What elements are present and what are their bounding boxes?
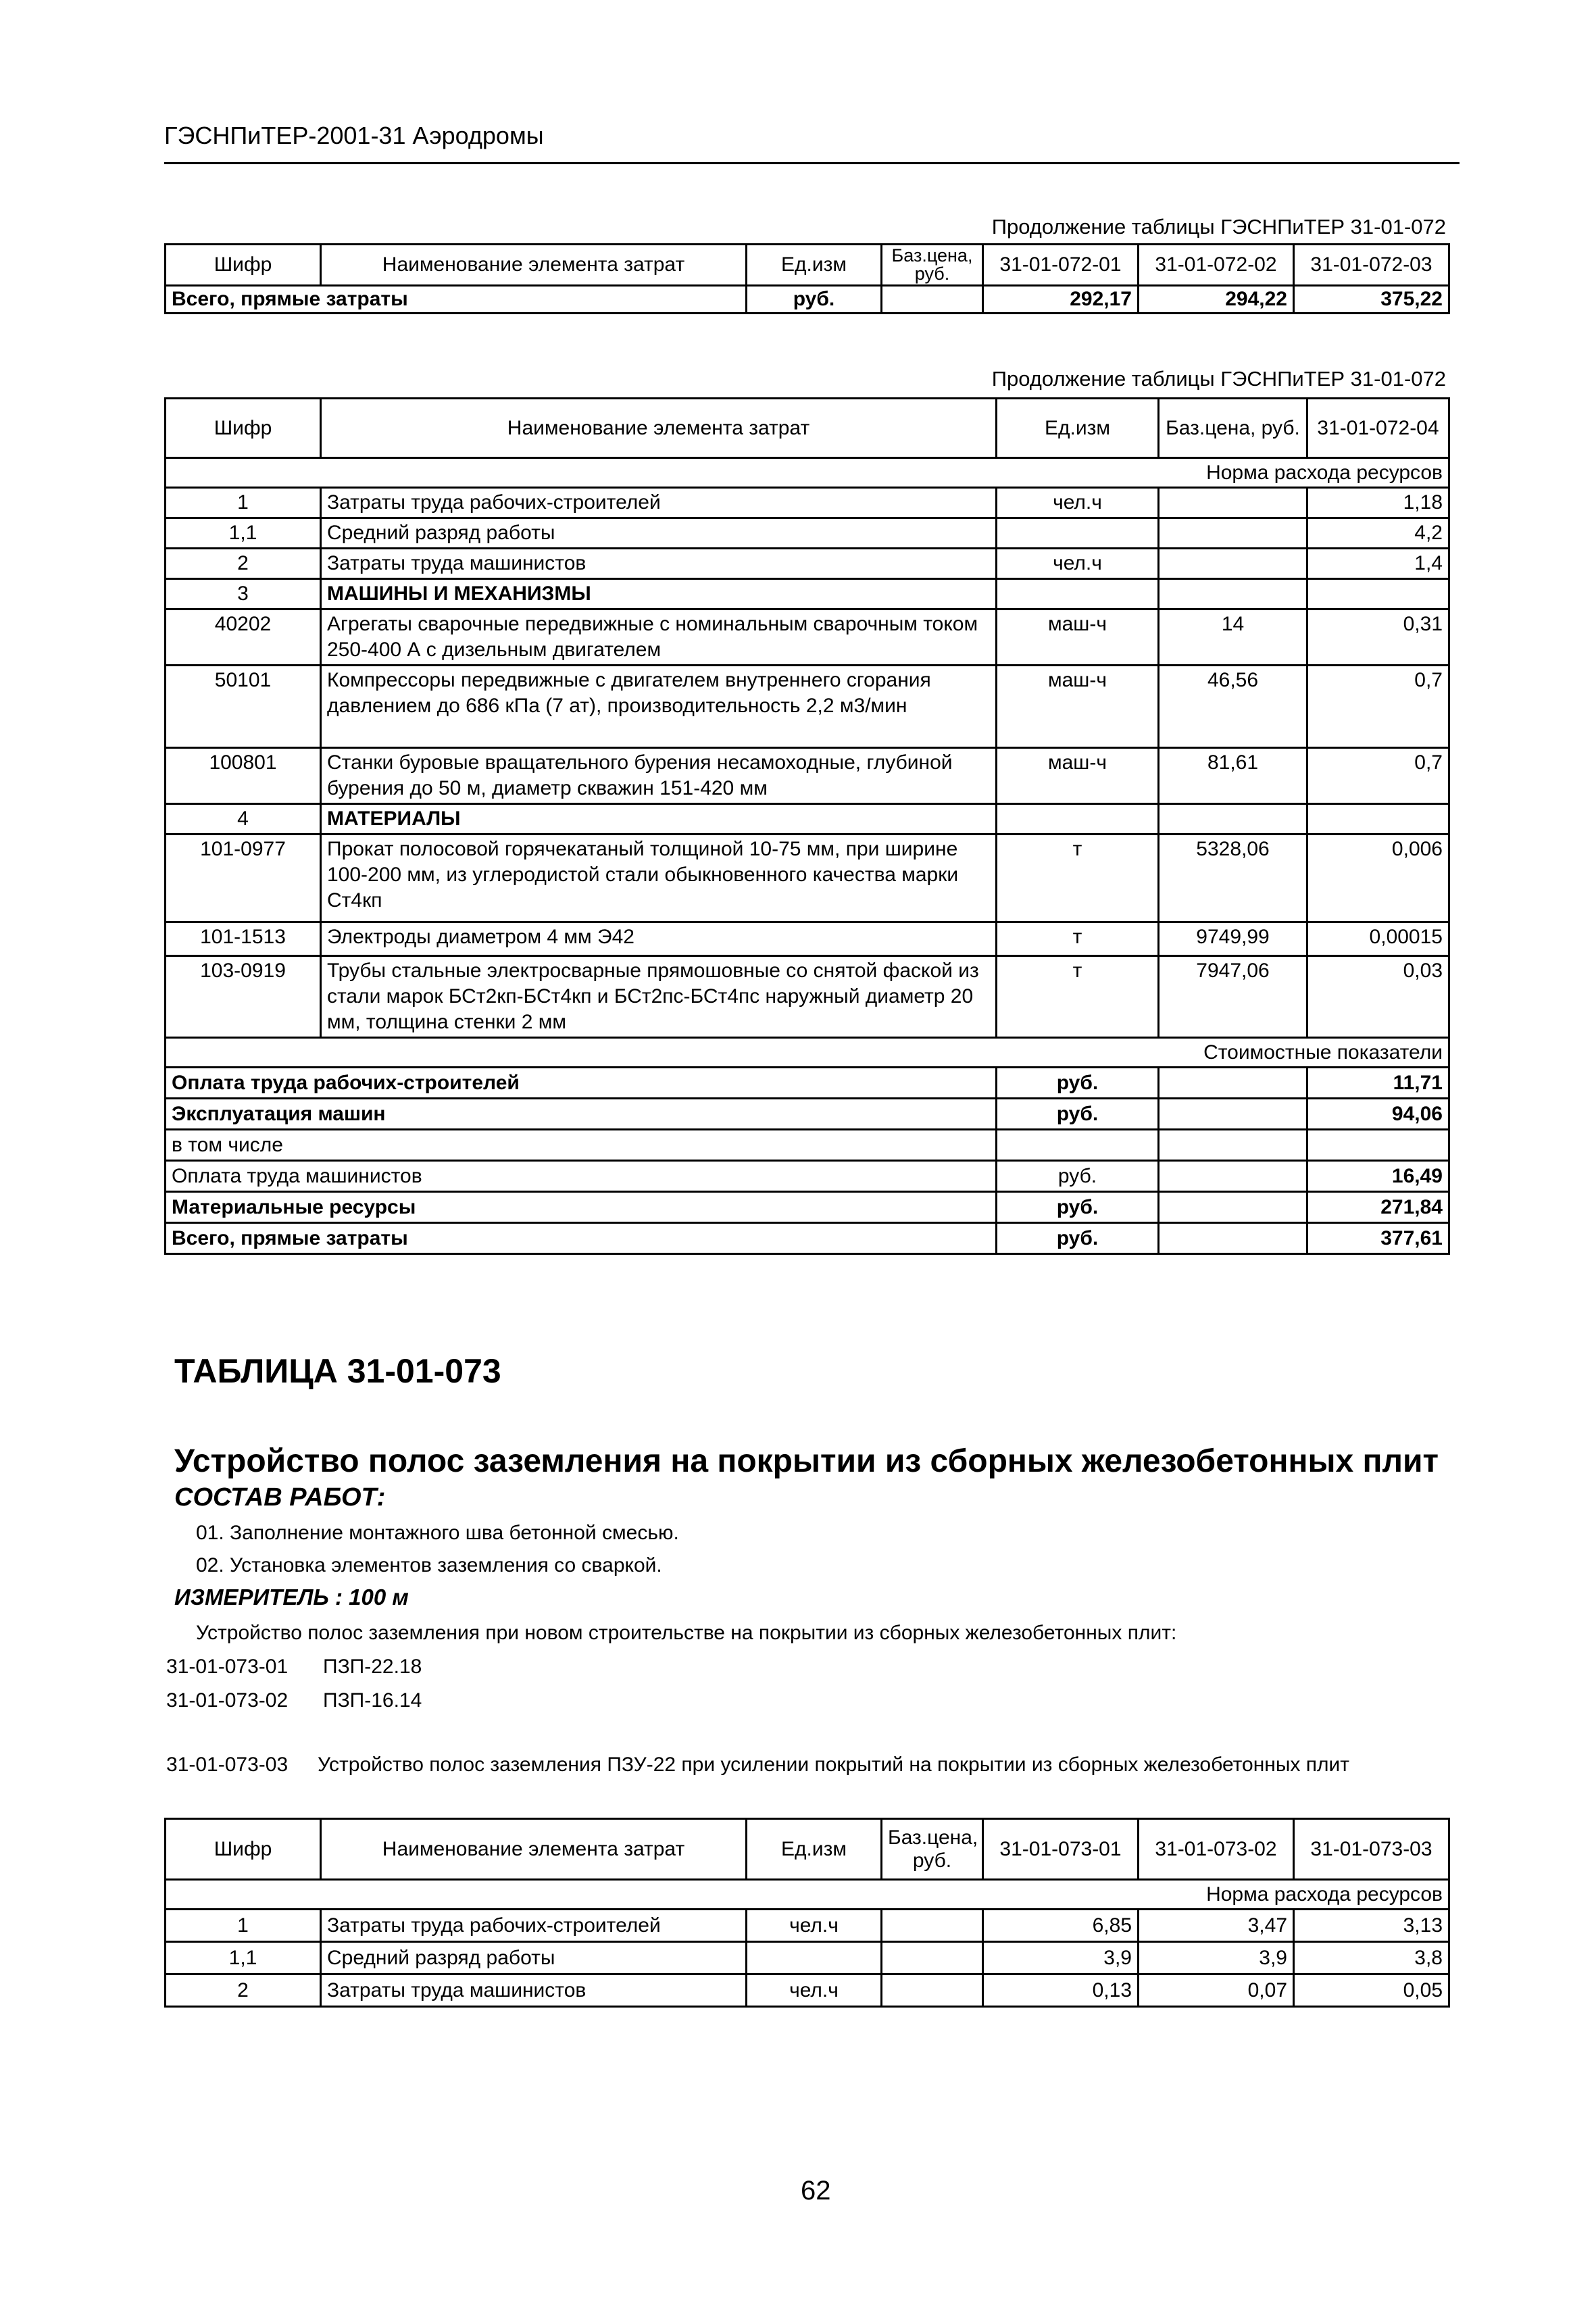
t2-row — [166, 579, 1449, 609]
t3-row-v2: 3,47 — [1139, 1910, 1294, 1942]
t3-row-v2: 0,07 — [1139, 1974, 1294, 2007]
t2-row-value: 0,7 — [1307, 666, 1449, 748]
t2-cost-label: Материальные ресурсы — [166, 1192, 997, 1223]
t3-row-name: Затраты труда машинистов — [321, 1974, 747, 2007]
t2-row-code: 40202 — [166, 609, 321, 666]
t3-head-name: Наименование элемента затрат — [321, 1819, 747, 1880]
t3-head-col2: 31-01-073-02 — [1139, 1819, 1294, 1880]
t3-row-code: 1,1 — [166, 1942, 321, 1974]
t2-cost-label: Эксплуатация машин — [166, 1099, 997, 1130]
code-1-name: ПЗП-22.18 — [323, 1656, 422, 1678]
t2-cost-price — [1159, 1130, 1307, 1161]
t2-row — [166, 549, 1449, 579]
t2-row-code: 101-1513 — [166, 922, 321, 956]
t2-row-price — [1159, 518, 1307, 549]
t2-row-code: 50101 — [166, 666, 321, 748]
t2-cost-price — [1159, 1192, 1307, 1223]
table2 — [164, 397, 1450, 1255]
table3 — [164, 1818, 1450, 2008]
t2-cost-label: Оплата труда машинистов — [166, 1161, 997, 1192]
t2-cost-label: Оплата труда рабочих-строителей — [166, 1068, 997, 1099]
t2-cost-unit: руб. — [997, 1192, 1159, 1223]
t1-total-3: 375,22 — [1294, 286, 1449, 314]
t3-row-v1: 0,13 — [983, 1974, 1139, 2007]
code-2-name: ПЗП-16.14 — [323, 1689, 422, 1712]
t2-row-price: 14 — [1159, 609, 1307, 666]
t2-row-unit: т — [997, 956, 1159, 1038]
t2-cost-unit: руб. — [997, 1223, 1159, 1254]
t2-row-unit: маш-ч — [997, 609, 1159, 666]
t3-row-v1: 3,9 — [983, 1942, 1139, 1974]
t2-cost-value: 271,84 — [1307, 1192, 1449, 1223]
t2-cost-label: в том числе — [166, 1130, 997, 1161]
t2-row-name: МАТЕРИАЛЫ — [321, 804, 997, 835]
t2-row — [166, 922, 1449, 956]
t2-row-unit: маш-ч — [997, 748, 1159, 804]
t3-row-unit: чел.ч — [747, 1910, 882, 1942]
t2-row-code: 4 — [166, 804, 321, 835]
table1-continuation: Продолжение таблицы ГЭСНПиТЕР 31-01-072 — [991, 215, 1446, 239]
t3-row-v3: 0,05 — [1294, 1974, 1449, 2007]
t2-row-code: 1 — [166, 488, 321, 518]
t3-row-code: 1 — [166, 1910, 321, 1942]
t2-cost-price — [1159, 1099, 1307, 1130]
t3-row-price — [882, 1910, 983, 1942]
t2-row — [166, 488, 1449, 518]
t2-row-name: Трубы стальные электросварные прямошовные со снятой фаской из стали марок БСт2кп-БСт4кп и БСт2пс-БСт4пс наружный диаметр 20 мм, толщина стенки 2 мм — [321, 956, 997, 1038]
t2-cost-row — [166, 1130, 1449, 1161]
t2-cost-value — [1307, 1130, 1449, 1161]
t2-norm-header: Норма расхода ресурсов — [166, 458, 1449, 488]
t3-row-price — [882, 1974, 983, 2007]
t2-cost-row — [166, 1223, 1449, 1254]
t2-row-name: Электроды диаметром 4 мм Э42 — [321, 922, 997, 956]
table2-continuation: Продолжение таблицы ГЭСНПиТЕР 31-01-072 — [991, 367, 1446, 391]
t2-head-unit: Ед.изм — [997, 399, 1159, 458]
header-rule — [164, 162, 1460, 164]
t1-head-price: Баз.цена, руб. — [882, 245, 983, 286]
t3-head-col3: 31-01-073-03 — [1294, 1819, 1449, 1880]
t1-head-col1: 31-01-072-01 — [983, 245, 1139, 286]
t3-row-unit: чел.ч — [747, 1974, 882, 2007]
table1 — [164, 243, 1450, 314]
code-1: 31-01-073-01 — [166, 1656, 289, 1678]
t2-row-unit: чел.ч — [997, 488, 1159, 518]
t2-row-code: 3 — [166, 579, 321, 609]
t2-row-name: Средний разряд работы — [321, 518, 997, 549]
t2-row-code: 2 — [166, 549, 321, 579]
t3-row-name: Затраты труда рабочих-строителей — [321, 1910, 747, 1942]
t2-row-name: МАШИНЫ И МЕХАНИЗМЫ — [321, 579, 997, 609]
t2-row — [166, 835, 1449, 922]
t2-row — [166, 666, 1449, 748]
t2-row — [166, 804, 1449, 835]
t2-cost-row — [166, 1192, 1449, 1223]
t2-row-code: 100801 — [166, 748, 321, 804]
t3-head-price: Баз.цена, руб. — [882, 1819, 983, 1880]
t1-head-col3: 31-01-072-03 — [1294, 245, 1449, 286]
t3-row — [166, 1974, 1449, 2007]
page-number: 62 — [801, 2176, 831, 2206]
t2-row-name: Агрегаты сварочные передвижные с номинальным сварочным током 250-400 А с дизельным двигателем — [321, 609, 997, 666]
t2-cost-unit: руб. — [997, 1161, 1159, 1192]
t2-row-price: 9749,99 — [1159, 922, 1307, 956]
t3-row-v3: 3,8 — [1294, 1942, 1449, 1974]
composition-label: СОСТАВ РАБОТ: — [174, 1483, 386, 1512]
t2-row — [166, 518, 1449, 549]
t2-row-value: 0,7 — [1307, 748, 1449, 804]
t1-head-code: Шифр — [166, 245, 321, 286]
t2-row-name: Прокат полосовой горячекатаный толщиной 10-75 мм, при ширине 100-200 мм, из углеродистой стали обыкновенного качества марки Ст4кп — [321, 835, 997, 922]
t2-head-code: Шифр — [166, 399, 321, 458]
t2-row-name: Станки буровые вращательного бурения несамоходные, глубиной бурения до 50 м, диаметр скважин 151-420 мм — [321, 748, 997, 804]
t2-head-price: Баз.цена, руб. — [1159, 399, 1307, 458]
t2-row-unit: чел.ч — [997, 549, 1159, 579]
t2-row-unit — [997, 579, 1159, 609]
t2-row — [166, 748, 1449, 804]
t2-cost-value: 377,61 — [1307, 1223, 1449, 1254]
t2-row-price: 7947,06 — [1159, 956, 1307, 1038]
t2-cost-header: Стоимостные показатели — [166, 1038, 1449, 1068]
code-3: 31-01-073-03 — [166, 1753, 289, 1776]
t3-row-v1: 6,85 — [983, 1910, 1139, 1942]
t2-row-price: 5328,06 — [1159, 835, 1307, 922]
t2-row — [166, 956, 1449, 1038]
t3-norm-header: Норма расхода ресурсов — [166, 1880, 1449, 1910]
t2-cost-value: 11,71 — [1307, 1068, 1449, 1099]
t3-head-code: Шифр — [166, 1819, 321, 1880]
section-subtitle: Устройство полос заземления на покрытии из сборных железобетонных плит — [174, 1443, 1439, 1479]
t3-row-price — [882, 1942, 983, 1974]
t2-row-value — [1307, 579, 1449, 609]
t3-row — [166, 1910, 1449, 1942]
t3-row-name: Средний разряд работы — [321, 1942, 747, 1974]
work-item-2: 02. Установка элементов заземления со сваркой. — [196, 1554, 662, 1576]
t2-row-value: 1,4 — [1307, 549, 1449, 579]
t2-row-value: 4,2 — [1307, 518, 1449, 549]
t2-head-name: Наименование элемента затрат — [321, 399, 997, 458]
t2-cost-unit — [997, 1130, 1159, 1161]
t2-row-price — [1159, 549, 1307, 579]
t2-cost-price — [1159, 1161, 1307, 1192]
t2-row-value: 0,03 — [1307, 956, 1449, 1038]
t2-cost-price — [1159, 1068, 1307, 1099]
meter-label: ИЗМЕРИТЕЛЬ : 100 м — [174, 1585, 409, 1610]
t2-row-code: 101-0977 — [166, 835, 321, 922]
t2-row-value — [1307, 804, 1449, 835]
t2-row-price — [1159, 804, 1307, 835]
t2-row-value: 0,006 — [1307, 835, 1449, 922]
t2-row-price: 81,61 — [1159, 748, 1307, 804]
t2-row-price — [1159, 488, 1307, 518]
t2-cost-price — [1159, 1223, 1307, 1254]
t2-cost-value: 16,49 — [1307, 1161, 1449, 1192]
t2-row-unit — [997, 804, 1159, 835]
t3-row-code: 2 — [166, 1974, 321, 2007]
t1-total-unit: руб. — [747, 286, 882, 314]
t1-head-unit: Ед.изм — [747, 245, 882, 286]
t2-row-unit: т — [997, 835, 1159, 922]
t2-row-unit: т — [997, 922, 1159, 956]
t2-row-name: Затраты труда рабочих-строителей — [321, 488, 997, 518]
t2-row-value: 0,31 — [1307, 609, 1449, 666]
t2-row-name: Затраты труда машинистов — [321, 549, 997, 579]
t2-row-value: 0,00015 — [1307, 922, 1449, 956]
t3-row-unit — [747, 1942, 882, 1974]
t2-cost-unit: руб. — [997, 1099, 1159, 1130]
t2-head-col1: 31-01-072-04 — [1307, 399, 1449, 458]
t1-total-1: 292,17 — [983, 286, 1139, 314]
t1-head-name: Наименование элемента затрат — [321, 245, 747, 286]
t3-row-v3: 3,13 — [1294, 1910, 1449, 1942]
t2-row-unit — [997, 518, 1159, 549]
t2-row-value: 1,18 — [1307, 488, 1449, 518]
t2-row-price: 46,56 — [1159, 666, 1307, 748]
t2-row-price — [1159, 579, 1307, 609]
code-3-text: Устройство полос заземления ПЗУ-22 при усилении покрытий на покрытии из сборных железобетонных плит — [318, 1753, 1350, 1776]
table-title: ТАБЛИЦА 31-01-073 — [174, 1352, 501, 1390]
t2-row-unit: маш-ч — [997, 666, 1159, 748]
t3-row — [166, 1942, 1449, 1974]
t1-head-col2: 31-01-072-02 — [1139, 245, 1294, 286]
work-item-1: 01. Заполнение монтажного шва бетонной смесью. — [196, 1522, 679, 1544]
t1-total-2: 294,22 — [1139, 286, 1294, 314]
t2-cost-row — [166, 1099, 1449, 1130]
t2-row-code: 103-0919 — [166, 956, 321, 1038]
t2-row-code: 1,1 — [166, 518, 321, 549]
section-description: Устройство полос заземления при новом строительстве на покрытии из сборных железобетонных плит: — [196, 1622, 1177, 1644]
running-header: ГЭСНПиТЕР-2001-31 Аэродромы — [164, 122, 544, 149]
t2-row — [166, 609, 1449, 666]
t3-head-col1: 31-01-073-01 — [983, 1819, 1139, 1880]
t3-head-unit: Ед.изм — [747, 1819, 882, 1880]
t2-cost-row — [166, 1161, 1449, 1192]
t2-row-name: Компрессоры передвижные с двигателем внутреннего сгорания давлением до 686 кПа (7 ат), производительность 2,2 м3/мин — [321, 666, 997, 748]
t2-cost-value: 94,06 — [1307, 1099, 1449, 1130]
t2-cost-row — [166, 1068, 1449, 1099]
code-2: 31-01-073-02 — [166, 1689, 289, 1712]
t1-total-label: Всего, прямые затраты — [166, 286, 747, 314]
t2-cost-label: Всего, прямые затраты — [166, 1223, 997, 1254]
t2-cost-unit: руб. — [997, 1068, 1159, 1099]
t3-row-v2: 3,9 — [1139, 1942, 1294, 1974]
